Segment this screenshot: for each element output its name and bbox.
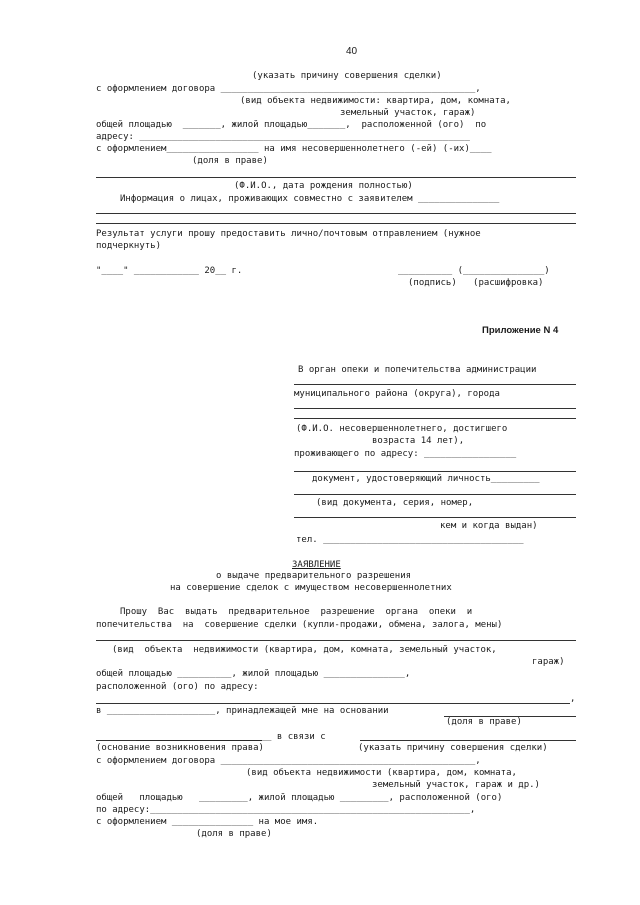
body-5: общей площадью __________, жилой площадью _______________, [96,669,411,679]
body-rule-5 [360,740,576,741]
body-14: земельный участок, гараж и др.) [372,780,540,790]
applicant-doc-caption: (вид документа, серия, номер, [316,498,474,508]
applicant-address: проживающего по адресу: _________________ [294,449,517,459]
body-rule-2 [96,703,570,704]
addressee-2: муниципального района (округа), города [294,389,500,399]
applicant-phone: тел. _____________________________________ [296,535,524,545]
line-result: Результат услуги прошу предоставить лично/почтовым отправлением (нужное [96,229,481,239]
document-title: ЗАЯВЛЕНИЕ [292,560,341,570]
body-9: _________________________ в связи с [136,732,326,742]
line-contract: с оформлением договора _______________________________________________, [96,84,481,94]
line-share-caption: (доля в праве) [192,156,268,166]
line-signature: __________ (_______________) [398,266,550,276]
line-address: адресу: _____________________________________________________________ [96,132,470,142]
page-number: 40 [346,46,358,57]
line-registration: с оформлением_________________ на имя несовершеннолетнего (-ей) (-их)____ [96,144,492,154]
applicant-issued-caption: кем и когда выдан) [440,521,538,531]
line-object-caption-2: земельный участок, гараж) [340,108,476,118]
applicant-id-doc: документ, удостоверяющий личность_________ [312,474,540,484]
line-date: "____" ____________ 20__ г. [96,266,243,276]
body-13: (вид объекта недвижимости (квартира, дом, комната, [246,768,517,778]
applicant-rule-2 [294,494,576,495]
body-rule-1 [96,640,576,641]
body-6: расположенной (ого) по адресу: [96,682,259,692]
body-11: (указать причину совершения сделки) [358,743,548,753]
line-rule-2 [96,213,576,214]
document-subtitle-1: о выдаче предварительного разрешения [216,571,412,581]
applicant-rule-1 [294,471,576,472]
line-signature-caption: (подпись) (расшифровка) [408,278,544,288]
body-1: Прошу Вас выдать предварительное разрешение органа опеки и [120,607,473,617]
applicant-caption-1: (Ф.И.О. несовершеннолетнего, достигшего [296,424,508,434]
body-18: (доля в праве) [196,829,272,839]
applicant-caption-2: возраста 14 лет), [372,436,465,446]
line-object-caption: (вид объекта недвижимости: квартира, дом, комната, [240,96,511,106]
body-3: (вид объекта недвижимости (квартира, дом, комната, земельный участок, [112,645,497,655]
document-subtitle-2: на совершение сделок с имуществом несовершеннолетних [170,583,452,593]
body-17: с оформлением _______________ на мое имя. [96,817,319,827]
line-fio-caption: (Ф.И.О., дата рождения полностью) [234,181,413,191]
body-15: общей площадью _________, жилой площадью _________, расположенной (ого) [96,793,503,803]
line-rule-1 [96,177,576,178]
appendix-title: Приложение N 4 [482,325,559,336]
body-10: (основание возникновения права) [96,743,264,753]
body-7: в ____________________, принадлежащей мне на основании [96,706,389,716]
applicant-rule-3 [294,517,576,518]
line-underline-note: подчеркнуть) [96,241,162,251]
body-rule-2-comma: , [570,694,576,704]
body-12: с оформлением договора _______________________________________________, [96,756,481,766]
line-reason-caption: (указать причину совершения сделки) [252,71,442,81]
line-residents: Информация о лицах, проживающих совместно с заявителем _______________ [120,194,500,204]
body-16: по адресу:___________________________________________________________, [96,805,476,815]
line-area: общей площадью _______, жилой площадью_______, расположенной (ого) по [96,120,487,130]
line-rule-3 [96,223,576,224]
addressee-1: В орган опеки и попечительства администрации [298,365,537,375]
addressee-rule-2 [294,408,576,409]
body-8: (доля в праве) [446,717,522,727]
addressee-rule-1 [294,384,576,385]
addressee-rule-3 [294,418,576,419]
body-2: попечительства на совершение сделки (купли-продажи, обмена, залога, мены) [96,620,503,630]
body-4: гараж) [532,657,565,667]
